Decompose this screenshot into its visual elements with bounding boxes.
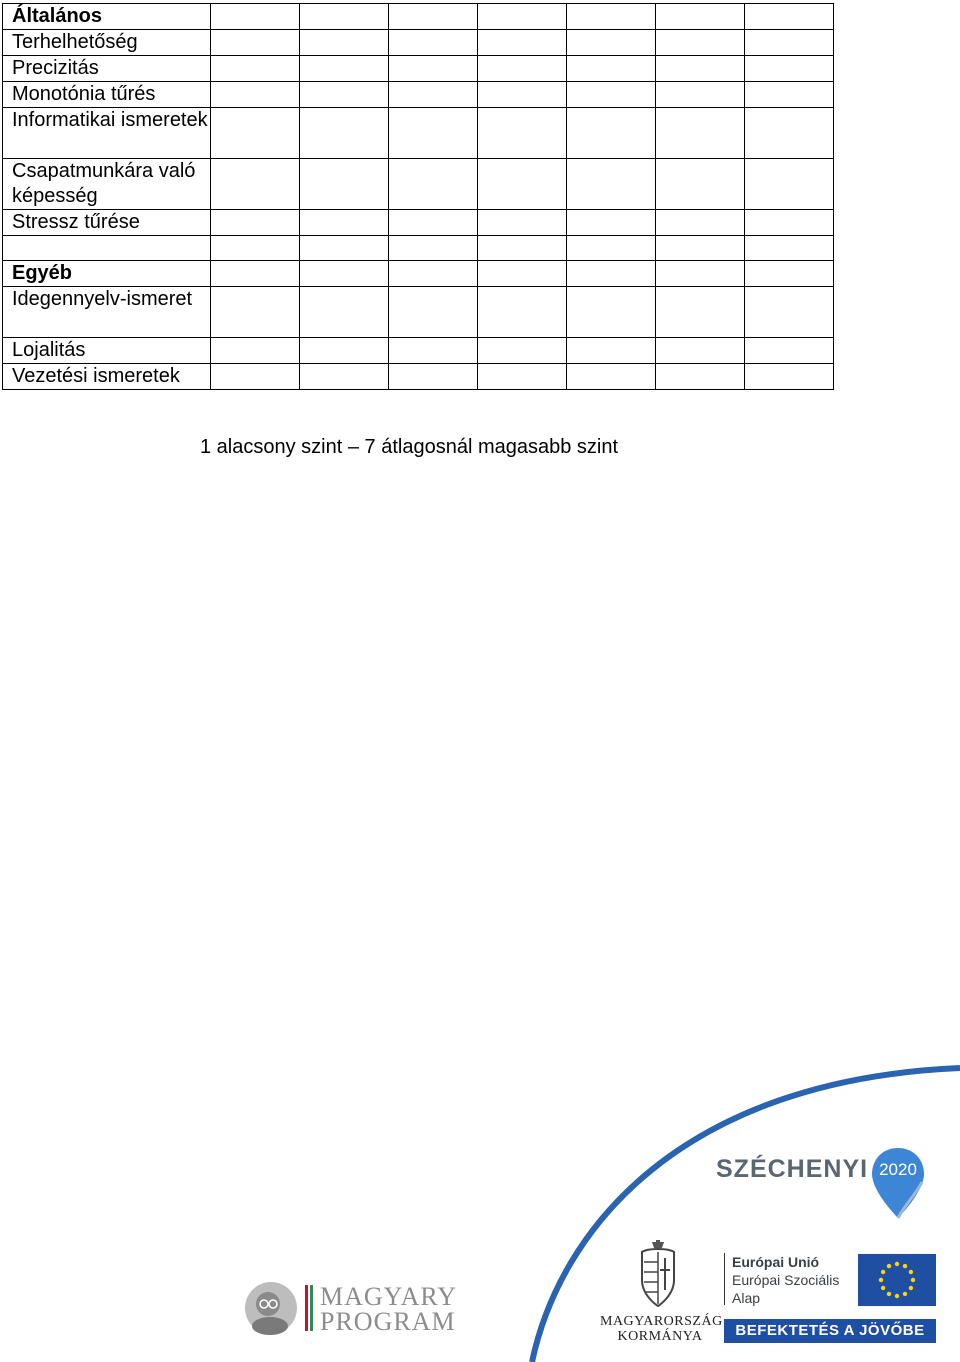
szechenyi-year: 2020	[879, 1160, 917, 1179]
eu-star-icon	[895, 1262, 899, 1266]
criterion-label: Informatikai ismeretek	[3, 108, 211, 159]
eu-star-icon	[887, 1264, 891, 1268]
criterion-label: Precizitás	[3, 56, 211, 82]
magyary-green-bar	[310, 1285, 313, 1331]
szechenyi-logo-text: SZÉCHENYI	[716, 1155, 869, 1183]
hungarian-crest-icon	[638, 1240, 678, 1312]
eu-star-icon	[895, 1294, 899, 1298]
szechenyi-pin-icon	[870, 1146, 926, 1222]
eu-star-icon	[887, 1292, 891, 1296]
criterion-label: Stressz tűrése	[3, 210, 211, 236]
criterion-label: Lojalitás	[3, 338, 211, 364]
section-heading: Egyéb	[3, 261, 211, 287]
eu-star-icon	[903, 1264, 907, 1268]
magyary-red-bar	[305, 1285, 308, 1331]
befektetes-banner: BEFEKTETÉS A JÖVŐBE	[724, 1319, 936, 1343]
eu-star-icon	[879, 1278, 883, 1282]
section-heading: Általános	[3, 4, 211, 30]
eu-star-icon	[903, 1292, 907, 1296]
eu-star-icon	[881, 1270, 885, 1274]
eu-divider	[724, 1253, 725, 1305]
eu-star-icon	[909, 1286, 913, 1290]
eu-star-icon	[911, 1278, 915, 1282]
magyary-line2: PROGRAM	[320, 1307, 456, 1336]
criterion-label: Monotónia tűrés	[3, 82, 211, 108]
magyary-portrait-icon	[244, 1280, 300, 1336]
eu-star-icon	[909, 1270, 913, 1274]
eu-star-icon	[881, 1286, 885, 1290]
eu-flag-icon	[858, 1254, 936, 1306]
magyary-line1: MAGYARY	[320, 1282, 458, 1311]
criterion-label: Idegennyelv-ismeret	[3, 287, 211, 338]
eu-line1: Európai Unió	[732, 1254, 820, 1270]
kormany-line2: KORMÁNYA	[617, 1329, 703, 1344]
criterion-label: Csapatmunkára való képesség	[3, 159, 211, 210]
criterion-label: Vezetési ismeretek	[3, 364, 211, 390]
eu-line2: Európai Szociális	[732, 1272, 840, 1288]
criterion-label: Terhelhetőség	[3, 30, 211, 56]
kormany-line1: MAGYARORSZÁG	[600, 1314, 723, 1329]
eu-line3: Alap	[732, 1290, 761, 1306]
scale-note: 1 alacsony szint – 7 átlagosnál magasabb szint	[200, 436, 619, 458]
